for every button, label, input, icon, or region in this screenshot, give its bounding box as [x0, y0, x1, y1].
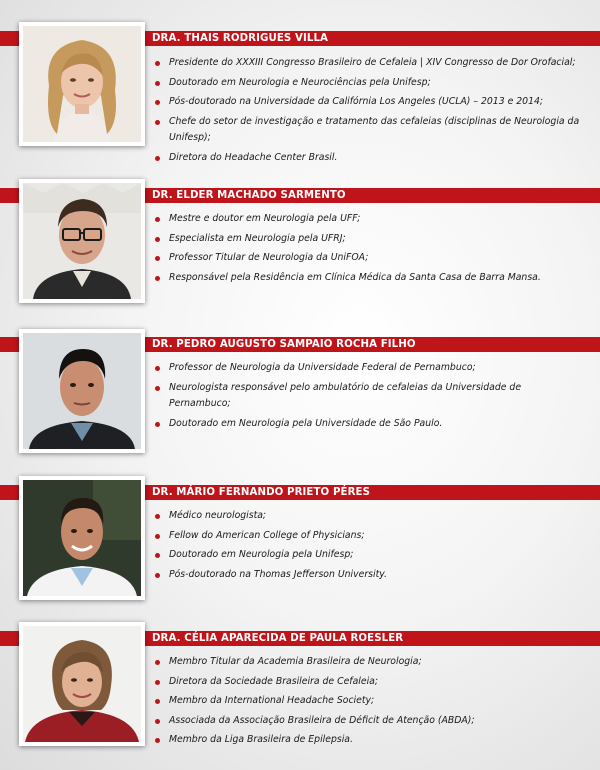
bullet-icon	[155, 738, 160, 743]
list-item: Médico neurologista;	[155, 508, 585, 525]
list-item: Fellow do American College of Physicians;	[155, 528, 585, 545]
bullet-icon	[155, 719, 160, 724]
list-item: Responsável pela Residência em Clínica Médica da Santa Casa de Barra Mansa.	[155, 270, 585, 287]
list-item: Membro Titular da Academia Brasileira de Neurologia;	[155, 654, 585, 671]
list-item: Neurologista responsável pelo ambulatório de cefaleias da Universidade de Pernambuco;	[155, 380, 585, 413]
bullet-icon	[155, 217, 160, 222]
profile-credentials	[155, 211, 585, 289]
bullet-icon	[155, 422, 160, 427]
list-item: Especialista em Neurologia pela UFRJ;	[155, 231, 585, 248]
list-item: Mestre e doutor em Neurologia pela UFF;	[155, 211, 585, 228]
profile-credentials	[155, 508, 585, 586]
list-item: Professor Titular de Neurologia da UniFOA;	[155, 250, 585, 267]
bullet-icon	[155, 120, 160, 125]
list-item: Associada da Associação Brasileira de Déficit de Atenção (ABDA);	[155, 713, 585, 730]
bullet-icon	[155, 237, 160, 242]
profile-photo	[19, 476, 145, 600]
bullet-icon	[155, 276, 160, 281]
bullet-icon	[155, 366, 160, 371]
profile-name: DRA. THAIS RODRIGUES VILLA	[152, 33, 329, 44]
list-item: Doutorado em Neurologia e Neurociências pela Unifesp;	[155, 75, 585, 92]
profile-credentials	[155, 55, 585, 170]
profile-photo	[19, 329, 145, 453]
bullet-icon	[155, 680, 160, 685]
bullet-icon	[155, 573, 160, 578]
bullet-icon	[155, 553, 160, 558]
profile-photo	[19, 179, 145, 303]
profile-name: DR. PEDRO AUGUSTO SAMPAIO ROCHA FILHO	[152, 339, 416, 350]
profile-name: DR. ELDER MACHADO SARMENTO	[152, 190, 346, 201]
list-item: Diretora do Headache Center Brasil.	[155, 150, 585, 167]
bullet-icon	[155, 699, 160, 704]
bullet-icon	[155, 81, 160, 86]
list-item: Pós-doutorado na Thomas Jefferson University.	[155, 567, 585, 584]
list-item: Pós-doutorado na Universidade da Califórnia Los Angeles (UCLA) – 2013 e 2014;	[155, 94, 585, 111]
list-item: Doutorado em Neurologia pela Universidade de São Paulo.	[155, 416, 585, 433]
list-item: Doutorado em Neurologia pela Unifesp;	[155, 547, 585, 564]
list-item: Professor de Neurologia da Universidade Federal de Pernambuco;	[155, 360, 585, 377]
bullet-icon	[155, 61, 160, 66]
profile-photo	[19, 22, 145, 146]
profile-name: DRA. CÉLIA APARECIDA DE PAULA ROESLER	[152, 633, 404, 644]
bullet-icon	[155, 514, 160, 519]
profile-name: DR. MÁRIO FERNANDO PRIETO PÉRES	[152, 487, 371, 498]
list-item: Chefe do setor de investigação e tratamento das cefaleias (disciplinas de Neurologia da Unifesp);	[155, 114, 585, 147]
bullet-icon	[155, 534, 160, 539]
list-item: Diretora da Sociedade Brasileira de Cefaleia;	[155, 674, 585, 691]
list-item: Membro da International Headache Society;	[155, 693, 585, 710]
profile-photo	[19, 622, 145, 746]
bullet-icon	[155, 660, 160, 665]
profile-credentials	[155, 360, 585, 435]
bullet-icon	[155, 100, 160, 105]
profile-credentials	[155, 654, 585, 752]
list-item: Membro da Liga Brasileira de Epilepsia.	[155, 732, 585, 749]
list-item: Presidente do XXXIII Congresso Brasileiro de Cefaleia | XIV Congresso de Dor Orofacial;	[155, 55, 585, 72]
bullet-icon	[155, 156, 160, 161]
bullet-icon	[155, 256, 160, 261]
bullet-icon	[155, 386, 160, 391]
